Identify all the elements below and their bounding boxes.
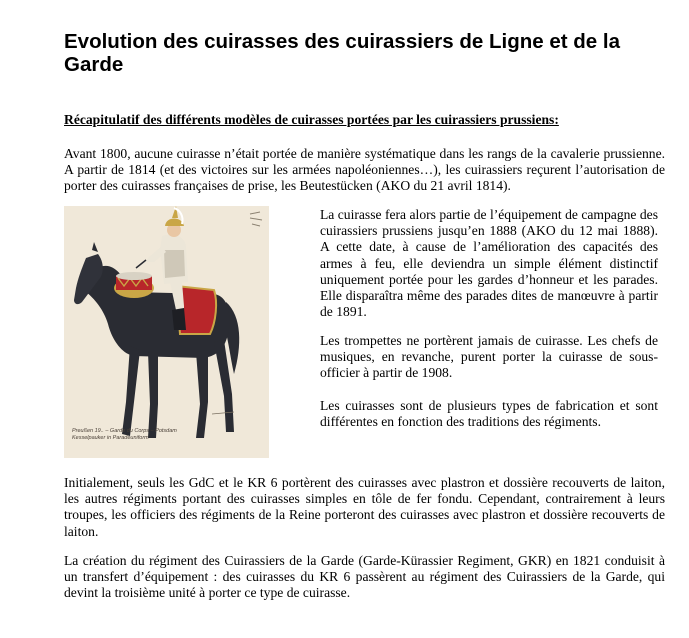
horse-rider-drawing [64, 206, 269, 458]
paragraph-garde-regiment: La création du régiment des Cuirassiers de la Garde (Garde-Kürassier Regiment, GKR) en 1821 conduisit à un transfert d’équipement : des cuirasses du KR 6 passèrent au régiment des Cuirassiers de la Garde, qui devint la troisième unité à porter ce type de cuirasse. [64, 553, 665, 601]
cuirassier-kettledrummer-illustration [64, 206, 269, 458]
paragraph-types: Les cuirasses sont de plusieurs types de fabrication et sont différentes en fonction des traditions des régiments. [320, 398, 658, 430]
page-title: Evolution des cuirasses des cuirassiers de Ligne et de la Garde [64, 30, 621, 76]
caption-line-1: Preußen 19.. – Garde du Corps – Potsdam [72, 428, 177, 434]
paragraph-materials: Initialement, seuls les GdC et le KR 6 portèrent des cuirasses avec plastron et dossière recouverts de laiton, les autres régiments portant des cuirasses simples en tôle de fer fondu. Cependant, contrairement à leurs troupes, les officiers des régiments de la Reine porteront des cuirasses avec plastron et dossière recouverts de laiton. [64, 475, 665, 539]
paragraph-equipment: La cuirasse fera alors partie de l’équipement de campagne des cuirassiers prussiens jusqu’en 1888 (AKO du 12 mai 1888). A cette date, à cause de l’amélioration des capacités des armes à feu, elle deviendra un simple élément distinctif uniquement portée pour les gardes d’honneur et les parades. Elle disparaîtra même des parades dites de manœuvre à partir de 1891. [320, 207, 658, 320]
paragraph-intro: Avant 1800, aucune cuirasse n’était portée de manière systématique dans les rangs de la cavalerie prussienne. A partir de 1814 (et des victoires sur les armées napoléoniennes…), les cuirassiers reçurent l’autorisation de porter des cuirasses françaises de prise, les Beutestücken (AKO du 21 avril 1814). [64, 146, 665, 194]
illustration-caption [72, 428, 222, 442]
paragraph-trumpeters: Les trompettes ne portèrent jamais de cuirasse. Les chefs de musiques, en revanche, purent porter la cuirasse de sous-officier à partir de 1908. [320, 333, 658, 381]
caption-line-2: Kesselpauker in Paradeuniform [72, 435, 149, 441]
section-heading: Récapitulatif des différents modèles de cuirasses portées par les cuirassiers prussiens: [64, 112, 559, 127]
